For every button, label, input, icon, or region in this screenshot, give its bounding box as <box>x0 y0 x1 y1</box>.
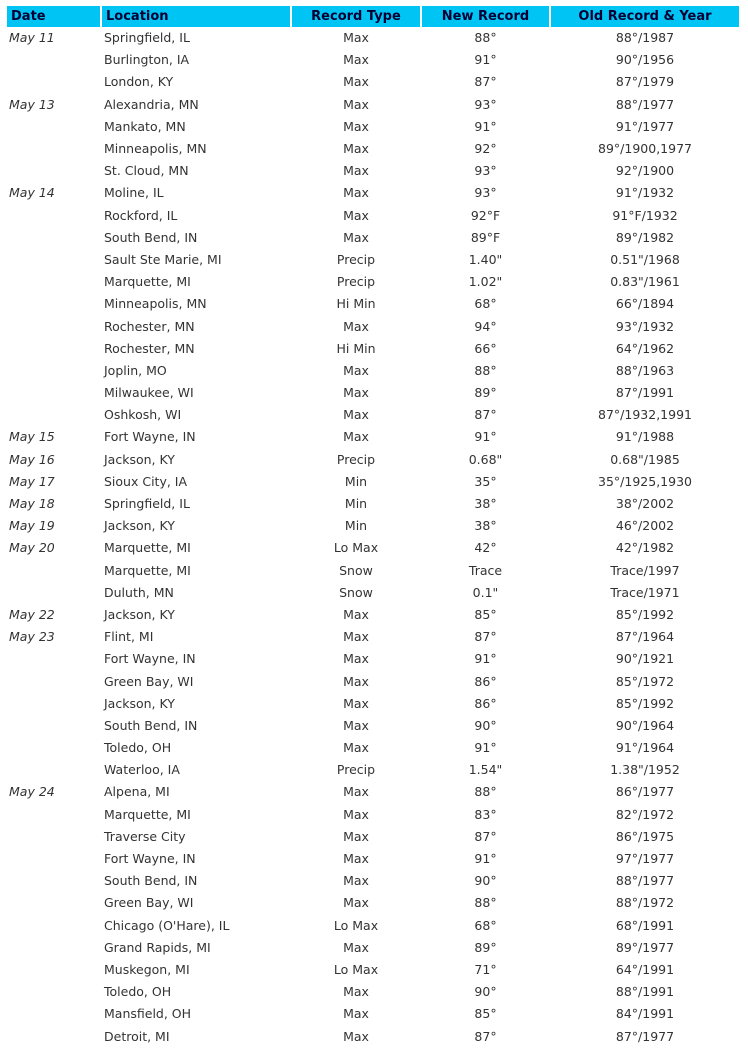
table-row <box>7 537 739 559</box>
old-record-cell: 35°/1925,1930 <box>598 473 692 489</box>
new-record-cell: 87° <box>474 407 497 423</box>
old-record-cell: 93°/1932 <box>615 318 675 334</box>
new-record-cell: 94° <box>474 318 497 334</box>
date-cell <box>7 205 100 227</box>
table-row <box>7 604 739 626</box>
old-record-cell: 90°/1921 <box>615 651 675 667</box>
location-cell: Traverse City <box>104 828 186 844</box>
new-record-cell: 89° <box>474 385 497 401</box>
record-type-cell: Min <box>344 496 368 512</box>
location-cell: Marquette, MI <box>104 274 191 290</box>
new-record-cell: 90° <box>474 873 497 889</box>
old-record-cell: 0.51"/1968 <box>610 251 680 267</box>
table-row <box>7 271 739 293</box>
new-record-cell: 87° <box>474 74 497 90</box>
old-record-cell: 89°/1900,1977 <box>598 141 692 157</box>
table-row <box>7 404 739 426</box>
old-record-cell: 91°/1977 <box>615 118 675 134</box>
date-cell <box>7 648 100 670</box>
date-cell <box>7 160 100 182</box>
location-cell: South Bend, IN <box>104 229 198 245</box>
old-record-cell: 89°/1977 <box>615 939 675 955</box>
record-type-cell: Max <box>343 828 369 844</box>
date-cell <box>7 892 100 914</box>
table-row <box>7 892 739 914</box>
table-header <box>7 6 739 27</box>
record-type-cell: Max <box>343 118 369 134</box>
header-date: Date <box>7 6 100 27</box>
location-cell: Mankato, MN <box>104 118 186 134</box>
record-type-cell: Precip <box>336 251 376 267</box>
location-cell: Jackson, KY <box>104 606 175 622</box>
date-cell <box>7 737 100 759</box>
table-row <box>7 382 739 404</box>
old-record-cell: 86°/1975 <box>615 828 675 844</box>
date-cell <box>7 915 100 937</box>
table-row <box>7 737 739 759</box>
location-cell: Waterloo, IA <box>104 762 180 778</box>
old-record-cell: 38°/2002 <box>615 496 675 512</box>
new-record-cell: 1.54" <box>468 762 503 778</box>
record-type-cell: Max <box>343 606 369 622</box>
date-cell <box>7 981 100 1003</box>
table-row <box>7 471 739 493</box>
record-type-cell: Max <box>343 695 369 711</box>
new-record-cell: 93° <box>474 96 497 112</box>
record-type-cell: Precip <box>336 762 376 778</box>
table-row <box>7 515 739 537</box>
record-type-cell: Max <box>343 52 369 68</box>
old-record-cell: 0.68"/1985 <box>610 451 680 467</box>
date-cell <box>7 715 100 737</box>
date-cell <box>7 338 100 360</box>
new-record-cell: 91° <box>474 429 497 445</box>
location-cell: Oshkosh, WI <box>104 407 182 423</box>
new-record-cell: 90° <box>474 717 497 733</box>
location-cell: Flint, MI <box>104 629 154 645</box>
record-type-cell: Max <box>343 717 369 733</box>
table-row <box>7 315 739 337</box>
new-record-cell: 88° <box>474 30 497 46</box>
location-cell: South Bend, IN <box>104 873 198 889</box>
date-cell <box>7 382 100 404</box>
old-record-cell: 86°/1977 <box>615 784 675 800</box>
location-cell: Fort Wayne, IN <box>104 851 196 867</box>
new-record-cell: 90° <box>474 984 497 1000</box>
location-cell: Muskegon, MI <box>104 961 190 977</box>
old-record-cell: 88°/1977 <box>615 96 675 112</box>
new-record-cell: 71° <box>474 961 497 977</box>
table-row <box>7 449 739 471</box>
old-record-cell: 85°/1992 <box>615 606 675 622</box>
old-record-cell: 91°/1988 <box>615 429 675 445</box>
new-record-cell: 86° <box>474 695 497 711</box>
location-cell: Green Bay, WI <box>104 673 194 689</box>
table-row <box>7 182 739 204</box>
new-record-cell: 0.68" <box>468 451 503 467</box>
header-row <box>7 6 739 27</box>
old-record-cell: 64°/1962 <box>615 340 675 356</box>
location-cell: Marquette, MI <box>104 540 191 556</box>
location-cell: Duluth, MN <box>104 584 174 600</box>
location-cell: Jackson, KY <box>104 518 175 534</box>
new-record-cell: 1.02" <box>468 274 503 290</box>
table-row <box>7 648 739 670</box>
record-type-cell: Min <box>344 473 368 489</box>
new-record-cell: 92°F <box>470 207 501 223</box>
old-record-cell: 88°/1977 <box>615 873 675 889</box>
record-type-cell: Precip <box>336 451 376 467</box>
table-row <box>7 160 739 182</box>
old-record-cell: Trace/1971 <box>610 584 680 600</box>
table-row <box>7 205 739 227</box>
location-cell: Rochester, MN <box>104 318 195 334</box>
record-type-cell: Max <box>343 873 369 889</box>
location-cell: Toledo, OH <box>104 984 172 1000</box>
date-cell <box>7 670 100 692</box>
date-cell <box>7 582 100 604</box>
new-record-cell: 38° <box>474 518 497 534</box>
old-record-cell: 85°/1992 <box>615 695 675 711</box>
record-type-cell: Lo Max <box>333 917 379 933</box>
record-type-cell: Max <box>343 1028 369 1044</box>
new-record-cell: 66° <box>474 340 497 356</box>
record-type-cell: Max <box>343 207 369 223</box>
table-row <box>7 937 739 959</box>
table-row <box>7 560 739 582</box>
record-type-cell: Max <box>343 984 369 1000</box>
old-record-cell: 90°/1964 <box>615 717 675 733</box>
new-record-cell: 91° <box>474 52 497 68</box>
date-cell <box>7 1025 100 1047</box>
old-record-cell: 88°/1987 <box>615 30 675 46</box>
new-record-cell: 1.40" <box>468 251 503 267</box>
location-cell: South Bend, IN <box>104 717 198 733</box>
new-record-cell: 87° <box>474 828 497 844</box>
location-cell: Jackson, KY <box>104 695 175 711</box>
table-row <box>7 826 739 848</box>
new-record-cell: 86° <box>474 673 497 689</box>
table-row <box>7 715 739 737</box>
old-record-cell: 91°/1964 <box>615 740 675 756</box>
date-cell <box>7 560 100 582</box>
date-cell <box>7 271 100 293</box>
new-record-cell: 83° <box>474 806 497 822</box>
date-cell <box>7 804 100 826</box>
table-row <box>7 27 739 49</box>
table-row <box>7 626 739 648</box>
table-row <box>7 360 739 382</box>
date-cell: May 18 <box>9 496 55 512</box>
date-cell <box>7 1003 100 1025</box>
new-record-cell: 91° <box>474 118 497 134</box>
old-record-cell: 88°/1963 <box>615 362 675 378</box>
record-type-cell: Max <box>343 673 369 689</box>
table-row <box>7 71 739 93</box>
table-row <box>7 981 739 1003</box>
new-record-cell: 88° <box>474 362 497 378</box>
table-row <box>7 959 739 981</box>
record-type-cell: Max <box>343 385 369 401</box>
old-record-cell: 82°/1972 <box>615 806 675 822</box>
table-row <box>7 781 739 803</box>
old-record-cell: 87°/1977 <box>615 1028 675 1044</box>
date-cell: May 17 <box>9 473 55 489</box>
new-record-cell: 42° <box>474 540 497 556</box>
old-record-cell: 66°/1894 <box>615 296 675 312</box>
date-cell <box>7 49 100 71</box>
new-record-cell: 68° <box>474 296 497 312</box>
date-cell <box>7 404 100 426</box>
old-record-cell: 89°/1982 <box>615 229 675 245</box>
header-new-record: New Record <box>422 6 549 27</box>
location-cell: Sioux City, IA <box>104 473 188 489</box>
record-type-cell: Max <box>343 429 369 445</box>
header-old-record: Old Record & Year <box>551 6 739 27</box>
date-cell: May 13 <box>9 96 55 112</box>
old-record-cell: 1.38"/1952 <box>610 762 680 778</box>
record-type-cell: Lo Max <box>333 540 379 556</box>
location-cell: Springfield, IL <box>104 30 190 46</box>
old-record-cell: 85°/1972 <box>615 673 675 689</box>
new-record-cell: 87° <box>474 1028 497 1044</box>
record-type-cell: Max <box>343 1006 369 1022</box>
date-cell <box>7 360 100 382</box>
location-cell: London, KY <box>104 74 174 90</box>
date-cell: May 11 <box>9 30 55 46</box>
location-cell: Alexandria, MN <box>104 96 199 112</box>
table-row <box>7 759 739 781</box>
record-type-cell: Max <box>343 851 369 867</box>
old-record-cell: 91°F/1932 <box>612 207 678 223</box>
new-record-cell: 93° <box>474 185 497 201</box>
old-record-cell: 46°/2002 <box>615 518 675 534</box>
date-cell <box>7 870 100 892</box>
old-record-cell: 92°/1900 <box>615 163 675 179</box>
location-cell: Burlington, IA <box>104 52 190 68</box>
record-type-cell: Max <box>343 229 369 245</box>
date-cell: May 14 <box>9 185 55 201</box>
location-cell: Alpena, MI <box>104 784 170 800</box>
new-record-cell: 88° <box>474 784 497 800</box>
table-row <box>7 138 739 160</box>
record-type-cell: Max <box>343 895 369 911</box>
new-record-cell: Trace <box>468 562 503 578</box>
record-type-cell: Min <box>344 518 368 534</box>
records-table <box>5 6 741 1048</box>
date-cell <box>7 293 100 315</box>
location-cell: Mansfield, OH <box>104 1006 192 1022</box>
date-cell <box>7 759 100 781</box>
date-cell: May 24 <box>9 784 55 800</box>
new-record-cell: 91° <box>474 740 497 756</box>
record-type-cell: Lo Max <box>333 961 379 977</box>
location-cell: Fort Wayne, IN <box>104 429 196 445</box>
old-record-cell: 87°/1979 <box>615 74 675 90</box>
header-record-type: Record Type <box>292 6 420 27</box>
date-cell <box>7 249 100 271</box>
table-row <box>7 870 739 892</box>
old-record-cell: 87°/1964 <box>615 629 675 645</box>
record-type-cell: Snow <box>339 584 373 600</box>
date-cell: May 20 <box>9 540 55 556</box>
location-cell: Rochester, MN <box>104 340 195 356</box>
location-cell: Springfield, IL <box>104 496 190 512</box>
new-record-cell: 93° <box>474 163 497 179</box>
table-row <box>7 848 739 870</box>
location-cell: Jackson, KY <box>104 451 175 467</box>
record-type-cell: Max <box>343 163 369 179</box>
table-row <box>7 493 739 515</box>
old-record-cell: 87°/1932,1991 <box>598 407 692 423</box>
old-record-cell: 88°/1972 <box>615 895 675 911</box>
location-cell: Sault Ste Marie, MI <box>104 251 222 267</box>
new-record-cell: 89°F <box>470 229 501 245</box>
old-record-cell: 88°/1991 <box>615 984 675 1000</box>
record-type-cell: Max <box>343 185 369 201</box>
new-record-cell: 87° <box>474 629 497 645</box>
location-cell: Marquette, MI <box>104 562 191 578</box>
date-cell <box>7 693 100 715</box>
date-cell: May 16 <box>9 451 55 467</box>
location-cell: Chicago (O'Hare), IL <box>104 917 230 933</box>
old-record-cell: 0.83"/1961 <box>610 274 680 290</box>
table-row <box>7 426 739 448</box>
date-cell <box>7 959 100 981</box>
table-row <box>7 1003 739 1025</box>
location-cell: Minneapolis, MN <box>104 296 207 312</box>
new-record-cell: 88° <box>474 895 497 911</box>
record-type-cell: Hi Min <box>336 296 376 312</box>
table-row <box>7 338 739 360</box>
date-cell <box>7 848 100 870</box>
new-record-cell: 68° <box>474 917 497 933</box>
old-record-cell: 87°/1991 <box>615 385 675 401</box>
location-cell: Detroit, MI <box>104 1028 170 1044</box>
location-cell: Green Bay, WI <box>104 895 194 911</box>
record-type-cell: Max <box>343 407 369 423</box>
location-cell: Moline, IL <box>104 185 164 201</box>
new-record-cell: 35° <box>474 473 497 489</box>
record-type-cell: Max <box>343 362 369 378</box>
record-type-cell: Max <box>343 939 369 955</box>
table-row <box>7 693 739 715</box>
record-type-cell: Precip <box>336 274 376 290</box>
table-row <box>7 116 739 138</box>
old-record-cell: 42°/1982 <box>615 540 675 556</box>
location-cell: Toledo, OH <box>104 740 172 756</box>
location-cell: Rockford, IL <box>104 207 178 223</box>
record-type-cell: Max <box>343 651 369 667</box>
table-row <box>7 670 739 692</box>
table-row <box>7 582 739 604</box>
old-record-cell: 91°/1932 <box>615 185 675 201</box>
table-row <box>7 915 739 937</box>
record-type-cell: Max <box>343 96 369 112</box>
table-row <box>7 804 739 826</box>
record-type-cell: Max <box>343 740 369 756</box>
new-record-cell: 92° <box>474 141 497 157</box>
table-row <box>7 293 739 315</box>
old-record-cell: 64°/1991 <box>615 961 675 977</box>
location-cell: Milwaukee, WI <box>104 385 194 401</box>
date-cell <box>7 315 100 337</box>
record-type-cell: Max <box>343 318 369 334</box>
record-type-cell: Hi Min <box>336 340 376 356</box>
record-type-cell: Max <box>343 806 369 822</box>
table-body <box>7 27 739 1048</box>
date-cell <box>7 937 100 959</box>
old-record-cell: Trace/1997 <box>610 562 680 578</box>
new-record-cell: 91° <box>474 651 497 667</box>
new-record-cell: 85° <box>474 606 497 622</box>
table-row <box>7 227 739 249</box>
table-row <box>7 49 739 71</box>
record-type-cell: Max <box>343 141 369 157</box>
date-cell <box>7 116 100 138</box>
date-cell: May 19 <box>9 518 55 534</box>
location-cell: Grand Rapids, MI <box>104 939 211 955</box>
location-cell: Minneapolis, MN <box>104 141 207 157</box>
date-cell <box>7 138 100 160</box>
location-cell: Fort Wayne, IN <box>104 651 196 667</box>
new-record-cell: 89° <box>474 939 497 955</box>
table-row <box>7 1025 739 1047</box>
record-type-cell: Max <box>343 74 369 90</box>
record-type-cell: Max <box>343 629 369 645</box>
date-cell: May 23 <box>9 629 55 645</box>
date-cell <box>7 227 100 249</box>
location-cell: Marquette, MI <box>104 806 191 822</box>
old-record-cell: 68°/1991 <box>615 917 675 933</box>
new-record-cell: 0.1" <box>472 584 499 600</box>
new-record-cell: 91° <box>474 851 497 867</box>
record-type-cell: Snow <box>339 562 373 578</box>
old-record-cell: 84°/1991 <box>615 1006 675 1022</box>
location-cell: Joplin, MO <box>104 362 167 378</box>
date-cell <box>7 71 100 93</box>
date-cell: May 15 <box>9 429 55 445</box>
table-row <box>7 94 739 116</box>
record-type-cell: Max <box>343 784 369 800</box>
record-type-cell: Max <box>343 30 369 46</box>
old-record-cell: 97°/1977 <box>615 851 675 867</box>
date-cell <box>7 826 100 848</box>
location-cell: St. Cloud, MN <box>104 163 189 179</box>
date-cell: May 22 <box>9 606 55 622</box>
old-record-cell: 90°/1956 <box>615 52 675 68</box>
new-record-cell: 85° <box>474 1006 497 1022</box>
header-location: Location <box>102 6 290 27</box>
new-record-cell: 38° <box>474 496 497 512</box>
table-row <box>7 249 739 271</box>
